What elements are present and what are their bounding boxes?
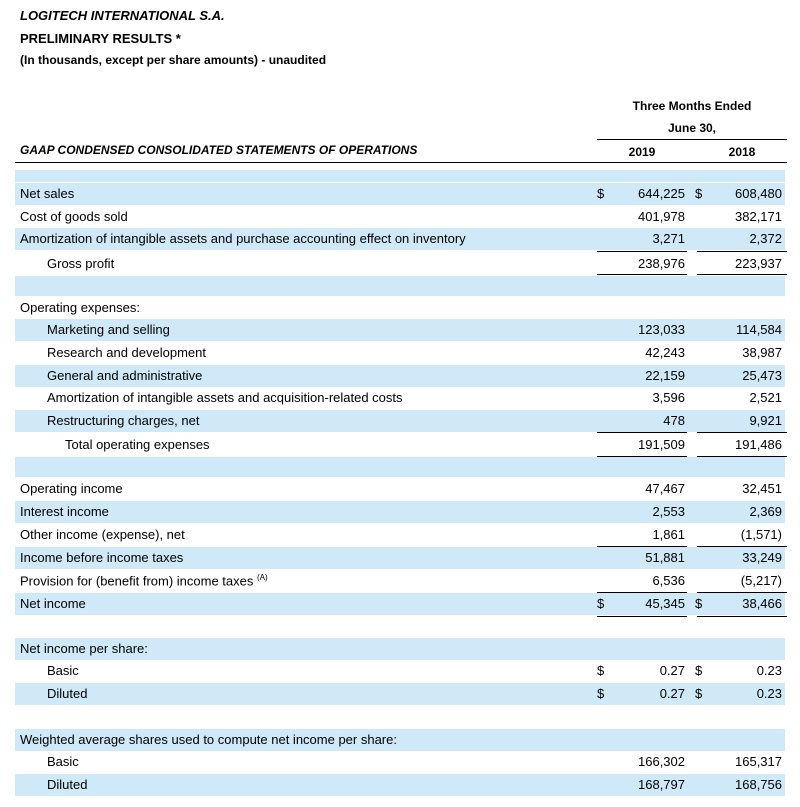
row-shares-diluted bbox=[15, 774, 785, 796]
value-2018: 32,451 bbox=[742, 481, 782, 496]
row-label: Basic bbox=[47, 663, 79, 678]
company-name: LOGITECH INTERNATIONAL S.A. bbox=[20, 8, 225, 23]
value-2018: 38,987 bbox=[742, 345, 782, 360]
row-shares-header bbox=[15, 729, 785, 751]
row-label: Diluted bbox=[47, 777, 88, 792]
value-2019: 22,159 bbox=[645, 368, 685, 383]
value-2019: 238,976 bbox=[638, 256, 685, 271]
value-2019: 2,553 bbox=[652, 504, 685, 519]
header-bottom-rule bbox=[15, 162, 787, 163]
row-label: Amortization of intangible assets and purchase accounting effect on inventory bbox=[20, 231, 466, 246]
row-label: Net sales bbox=[20, 186, 75, 201]
year-2018-header: 2018 bbox=[728, 145, 756, 159]
report-subtitle: PRELIMINARY RESULTS * bbox=[20, 31, 181, 46]
row-label: Restructuring charges, net bbox=[47, 413, 200, 428]
row-label: Net income bbox=[20, 596, 86, 611]
row-restructuring bbox=[15, 410, 785, 432]
row-eps-basic bbox=[15, 660, 785, 682]
period-header-rule bbox=[597, 139, 787, 140]
value-2019: 45,345 bbox=[645, 596, 685, 611]
row-label: Cost of goods sold bbox=[20, 209, 128, 224]
total-rule bbox=[597, 616, 687, 617]
row-label: Interest income bbox=[20, 504, 109, 519]
row-label: Total operating expenses bbox=[65, 437, 210, 452]
band-spacer bbox=[15, 170, 785, 182]
value-2018: 38,466 bbox=[742, 596, 782, 611]
currency-symbol: $ bbox=[597, 686, 605, 701]
value-2018: 168,756 bbox=[735, 777, 782, 792]
row-label: Income before income taxes bbox=[20, 550, 184, 565]
value-2019: 3,271 bbox=[652, 231, 685, 246]
row-label: Marketing and selling bbox=[47, 322, 170, 337]
value-2019: 644,225 bbox=[638, 186, 685, 201]
value-2018: 114,584 bbox=[735, 322, 782, 337]
currency-symbol: $ bbox=[695, 686, 703, 701]
row-eps-diluted bbox=[15, 683, 785, 705]
value-2019: 0.27 bbox=[659, 686, 685, 701]
value-2018: 2,521 bbox=[749, 390, 782, 405]
total-rule bbox=[697, 274, 787, 275]
row-label: Provision for (benefit from) income taxes $^{(A)}$ bbox=[20, 573, 268, 589]
value-2018: 191,486 bbox=[735, 437, 782, 452]
currency-symbol: $ bbox=[695, 596, 703, 611]
row-income-before-taxes bbox=[15, 547, 785, 569]
row-operating-income bbox=[15, 478, 785, 500]
row-label: Operating income bbox=[20, 481, 123, 496]
row-gross-profit bbox=[15, 253, 785, 275]
row-marketing bbox=[15, 319, 785, 341]
value-2019: 47,467 bbox=[645, 481, 685, 496]
row-net-income bbox=[15, 593, 785, 615]
value-2019: 6,536 bbox=[652, 573, 685, 588]
footnote-marker: (A) bbox=[257, 573, 268, 582]
period-header-line1: Three Months Ended bbox=[632, 99, 752, 113]
row-label: Operating expenses: bbox=[20, 300, 140, 315]
value-2019: 3,596 bbox=[652, 390, 685, 405]
subtotal-rule bbox=[697, 251, 787, 252]
value-2019: 191,509 bbox=[638, 437, 685, 452]
row-amortization-acquisition bbox=[15, 387, 785, 409]
value-2018: 0.23 bbox=[756, 663, 782, 678]
value-2018: 608,480 bbox=[735, 186, 782, 201]
row-label: Research and development bbox=[47, 345, 206, 360]
value-2019: 1,861 bbox=[652, 527, 685, 542]
row-amortization-inventory bbox=[15, 228, 785, 250]
row-label: Diluted bbox=[47, 686, 88, 701]
currency-symbol: $ bbox=[597, 663, 605, 678]
value-2019: 0.27 bbox=[659, 663, 685, 678]
row-income-taxes bbox=[15, 570, 785, 592]
band-spacer bbox=[15, 457, 785, 477]
value-2019: 51,881 bbox=[645, 550, 685, 565]
currency-symbol: $ bbox=[597, 186, 605, 201]
row-label: Gross profit bbox=[47, 256, 115, 271]
row-opex-header bbox=[15, 297, 785, 319]
value-2018: 382,171 bbox=[735, 209, 782, 224]
value-2019: 42,243 bbox=[645, 345, 685, 360]
value-2019: 168,797 bbox=[638, 777, 685, 792]
subtotal-rule bbox=[697, 432, 787, 433]
total-rule bbox=[697, 616, 787, 617]
row-label: Amortization of intangible assets and acquisition-related costs bbox=[47, 390, 403, 405]
currency-symbol: $ bbox=[695, 663, 703, 678]
period-header-line2: June 30, bbox=[667, 121, 717, 135]
subtotal-rule bbox=[597, 251, 687, 252]
row-label: General and administrative bbox=[47, 368, 203, 383]
units-note: (In thousands, except per share amounts) - unaudited bbox=[20, 53, 327, 67]
row-cost-of-goods bbox=[15, 206, 785, 228]
row-label: Basic bbox=[47, 754, 79, 769]
value-2019: 478 bbox=[663, 413, 685, 428]
value-2018: 2,372 bbox=[749, 231, 782, 246]
row-research bbox=[15, 342, 785, 364]
value-2018: 165,317 bbox=[735, 754, 782, 769]
statement-title: GAAP CONDENSED CONSOLIDATED STATEMENTS OF OPERATIONS bbox=[20, 143, 418, 157]
row-general bbox=[15, 365, 785, 387]
value-2019: 123,033 bbox=[638, 322, 685, 337]
row-label: Weighted average shares used to compute net income per share: bbox=[20, 732, 397, 747]
band-spacer bbox=[15, 276, 785, 296]
value-2018: 9,921 bbox=[749, 413, 782, 428]
value-2018: (1,571) bbox=[740, 527, 782, 542]
row-other-income bbox=[15, 524, 785, 546]
value-2018: 0.23 bbox=[756, 686, 782, 701]
row-eps-header bbox=[15, 638, 785, 660]
value-2019: 401,978 bbox=[638, 209, 685, 224]
row-interest-income bbox=[15, 501, 785, 523]
value-2018: (5,217) bbox=[740, 573, 782, 588]
row-net-sales bbox=[15, 183, 785, 205]
year-2019-header: 2019 bbox=[628, 145, 656, 159]
row-total-opex bbox=[15, 434, 785, 456]
subtotal-rule bbox=[597, 432, 687, 433]
currency-symbol: $ bbox=[695, 186, 703, 201]
value-2019: 166,302 bbox=[638, 754, 685, 769]
value-2018: 223,937 bbox=[735, 256, 782, 271]
row-label: Other income (expense), net bbox=[20, 527, 185, 542]
row-label: Net income per share: bbox=[20, 641, 148, 656]
value-2018: 2,369 bbox=[749, 504, 782, 519]
value-2018: 33,249 bbox=[742, 550, 782, 565]
row-shares-basic bbox=[15, 751, 785, 773]
currency-symbol: $ bbox=[597, 596, 605, 611]
value-2018: 25,473 bbox=[742, 368, 782, 383]
total-rule bbox=[597, 274, 687, 275]
